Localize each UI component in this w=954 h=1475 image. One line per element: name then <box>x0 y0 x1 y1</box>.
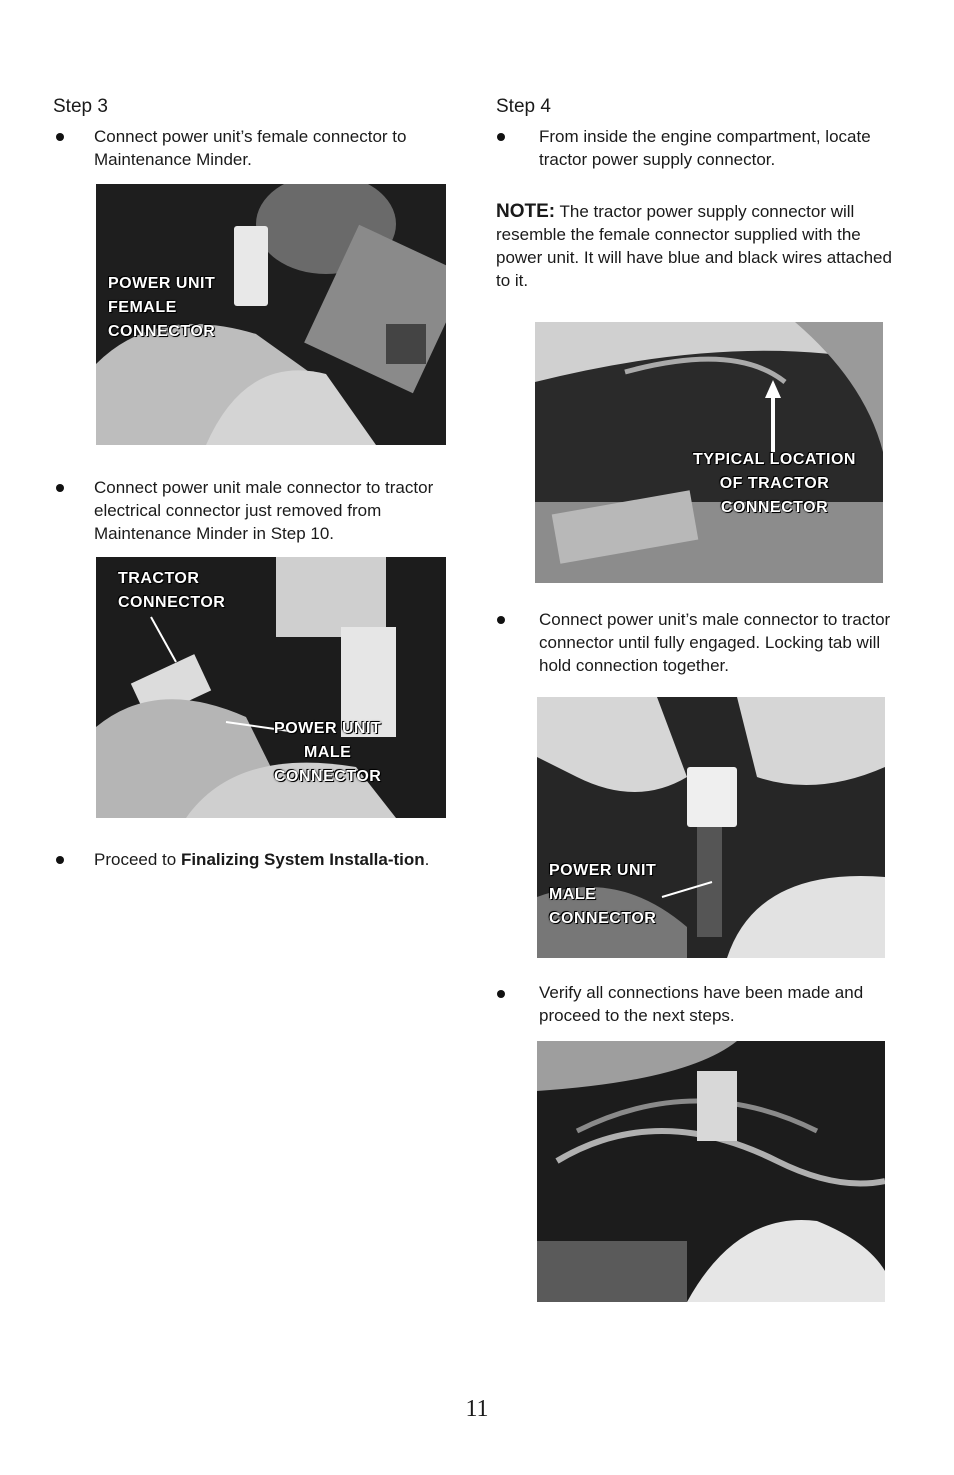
step4-photo1-callout: TYPICAL LOCATION OF TRACTOR CONNECTOR <box>693 451 856 516</box>
bullet-icon <box>497 990 505 998</box>
step4-photo2-callout: POWER UNIT MALE CONNECTOR <box>549 862 657 927</box>
step4-note <box>496 200 901 292</box>
step3-photo1-callout: POWER UNIT FEMALE CONNECTOR <box>108 275 216 340</box>
bullet-icon <box>497 616 505 624</box>
bullet-icon <box>56 484 64 492</box>
page-number: 11 <box>465 1396 489 1422</box>
step4-photo-typical-location <box>535 322 883 583</box>
step3-photo-female-connector <box>96 184 446 445</box>
step4-heading: Step 4 <box>496 96 551 117</box>
step3-heading: Step 3 <box>53 96 108 117</box>
step4-bullet-2: Connect power unit’s male connector to tractor connector until fully engaged. Locking tab will hold connection together. <box>539 610 891 675</box>
step3-bullet-3-suffix: . <box>424 850 430 869</box>
step3-photo2-callout-power-unit: POWER UNIT MALE CONNECTOR <box>274 720 382 785</box>
finalizing-system-installation-link: Finalizing System Installa-tion <box>180 850 425 869</box>
step3-bullet-1: Connect power unit’s female connector to Maintenance Minder. <box>94 127 407 169</box>
step4-photo-verify-connections <box>537 1041 885 1302</box>
step3-bullet-2: Connect power unit male connector to tractor electrical connector just removed from Maintenance Minder in Step 10. <box>94 478 434 543</box>
step3-photo-male-connector <box>96 557 446 818</box>
bullet-icon <box>56 133 64 141</box>
note-label: NOTE: <box>496 201 556 222</box>
note-text: The tractor power supply connector will resemble the female connector supplied with the power unit. It will have blue and black wires attached to it. <box>496 202 892 290</box>
step4-photo-male-connector <box>537 697 885 958</box>
bullet-icon <box>56 856 64 864</box>
step3-bullet-3-prefix: Proceed to <box>94 850 181 869</box>
step3-photo2-callout-tractor: TRACTOR CONNECTOR <box>118 570 226 611</box>
step4-bullet-1: From inside the engine compartment, locate tractor power supply connector. <box>539 127 871 169</box>
bullet-icon <box>497 133 505 141</box>
step3-bullet-3 <box>94 848 449 871</box>
step4-bullet-3: Verify all connections have been made and proceed to the next steps. <box>539 983 864 1025</box>
